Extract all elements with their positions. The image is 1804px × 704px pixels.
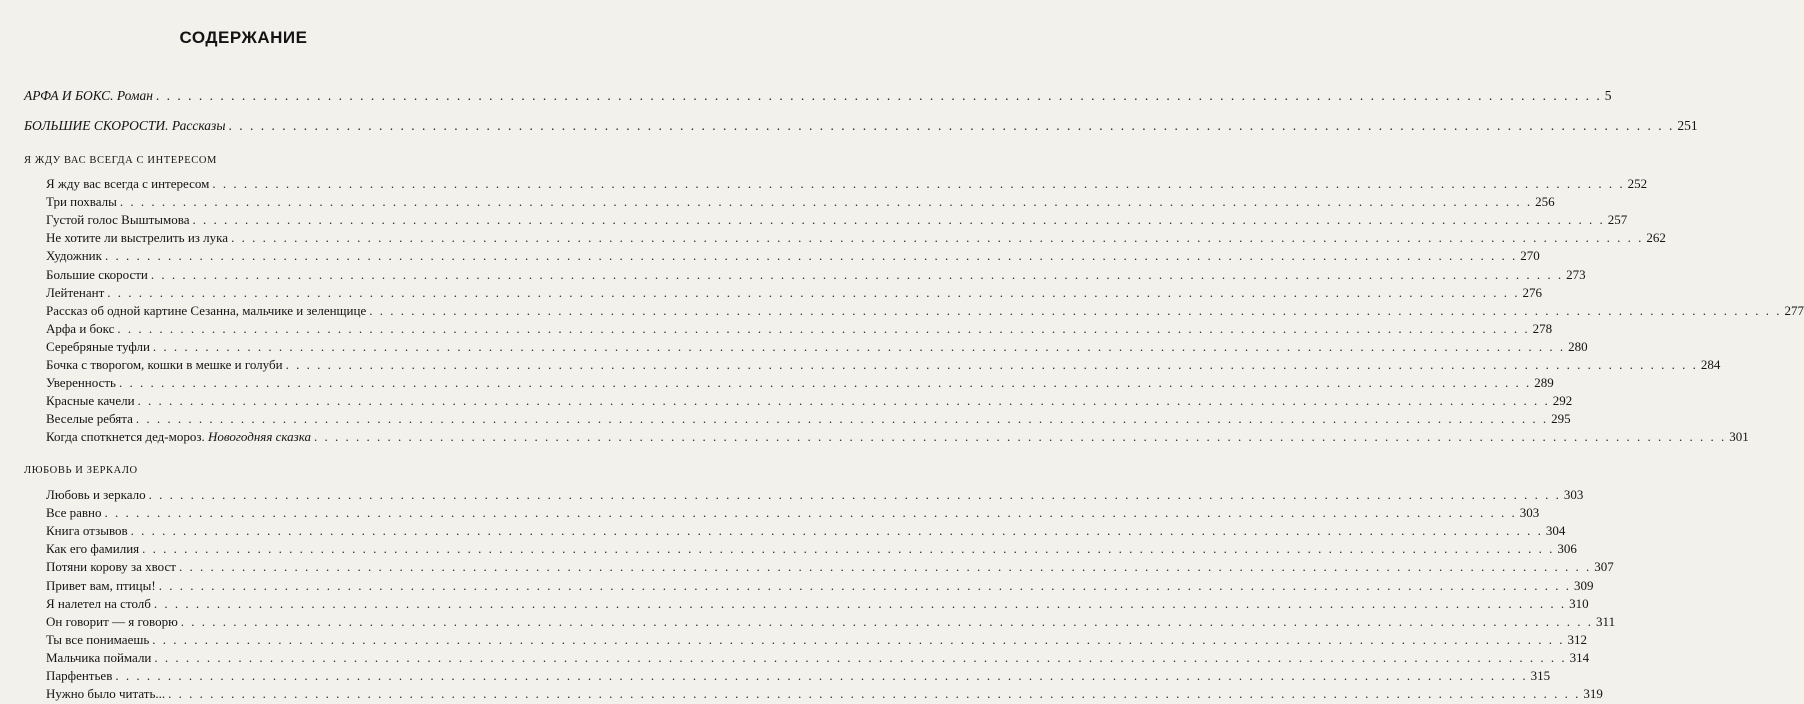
entry-label <box>46 632 149 648</box>
entry-label <box>46 487 146 503</box>
leader-dots <box>153 339 1565 355</box>
entry-title: Привет вам, птицы! <box>46 578 156 593</box>
leader-dots <box>181 614 1593 630</box>
toc-entry <box>46 212 466 230</box>
leader-dots <box>168 686 1580 702</box>
toc-entry <box>46 303 466 321</box>
page-number: 303 <box>1520 505 1540 521</box>
page-number: 280 <box>1568 339 1588 355</box>
leader-dots <box>138 393 1550 409</box>
section-heading: Я ЖДУ ВАС ВСЕГДА С ИНТЕРЕСОМ <box>24 155 217 166</box>
toc-entry <box>46 614 466 632</box>
page-number: 306 <box>1557 541 1577 557</box>
leader-dots <box>314 429 1726 445</box>
page-number: 307 <box>1594 559 1614 575</box>
entry-title: Веселые ребята <box>46 411 133 426</box>
entry-label <box>46 411 133 427</box>
toc-entry <box>46 650 466 668</box>
leader-dots <box>136 411 1548 427</box>
toc-entry <box>46 176 466 194</box>
toc-entry <box>46 632 466 650</box>
entry-label <box>46 321 114 337</box>
entry-title: Любовь и зеркало <box>46 487 146 502</box>
page-number: 312 <box>1568 632 1588 648</box>
entry-label <box>46 230 228 246</box>
entry-title: Рассказ об одной картине Сезанна, мальчике и зеленщице <box>46 303 366 318</box>
page-number: 257 <box>1608 212 1628 228</box>
toc-entry <box>46 393 466 411</box>
entry-label <box>46 176 209 192</box>
page-number: 304 <box>1546 523 1566 539</box>
entry-label <box>46 429 311 445</box>
leader-dots <box>105 505 1517 521</box>
leader-dots <box>231 230 1643 246</box>
entry-label <box>46 578 156 594</box>
page-number: 310 <box>1569 596 1589 612</box>
leader-dots <box>369 303 1781 319</box>
page-number: 262 <box>1646 230 1666 246</box>
page-number: 270 <box>1520 248 1540 264</box>
entry-title: Мальчика поймали <box>46 650 151 665</box>
leader-dots <box>212 176 1624 192</box>
page-number: 309 <box>1574 578 1594 594</box>
toc-entry <box>46 487 466 505</box>
leader-dots <box>152 632 1564 648</box>
toc-entry <box>46 321 466 339</box>
entry-title: Как его фамилия <box>46 541 139 556</box>
toc-entry <box>46 429 466 447</box>
leader-dots <box>228 118 1674 134</box>
entry-title: БОЛЬШИЕ СКОРОСТИ. <box>24 118 168 133</box>
toc-entry <box>24 88 466 106</box>
toc-entry <box>46 523 466 541</box>
entry-title: Парфентьев <box>46 668 112 683</box>
leader-dots <box>107 285 1519 301</box>
leader-dots <box>119 375 1531 391</box>
toc-entry <box>24 118 466 136</box>
entry-label <box>46 596 151 612</box>
entry-label <box>46 194 117 210</box>
entry-title: Уверенность <box>46 375 116 390</box>
toc-entry <box>46 686 466 704</box>
leader-dots <box>149 487 1561 503</box>
toc-entry <box>46 285 466 303</box>
page-number: 289 <box>1534 375 1554 391</box>
toc-entry <box>46 248 466 266</box>
entry-title: Лейтенант <box>46 285 104 300</box>
entry-title: Красные качели <box>46 393 135 408</box>
page-number: 273 <box>1566 267 1586 283</box>
entry-title: Я налетел на столб <box>46 596 151 611</box>
toc-entry <box>46 267 466 285</box>
page-title: СОДЕРЖАНИЕ <box>0 28 487 48</box>
entry-label <box>46 375 116 391</box>
entry-title: Серебряные туфли <box>46 339 150 354</box>
entry-label <box>46 650 151 666</box>
entry-label <box>46 523 128 539</box>
toc-entry <box>46 230 466 248</box>
entry-label <box>46 285 104 301</box>
entry-label <box>24 88 153 104</box>
toc-entry <box>46 559 466 577</box>
toc-entry <box>46 411 466 429</box>
page-number: 295 <box>1551 411 1571 427</box>
entry-label <box>46 212 189 228</box>
leader-dots <box>131 523 1543 539</box>
leader-dots <box>154 596 1566 612</box>
toc-entry <box>46 668 466 686</box>
entry-title: АРФА И БОКС. <box>24 88 113 103</box>
entry-label <box>24 118 225 134</box>
leader-dots <box>117 321 1529 337</box>
toc-entry <box>46 541 466 559</box>
entry-subtitle: Рассказы <box>168 118 225 133</box>
entry-subtitle: Новогодняя сказка <box>205 429 311 444</box>
page-number: 315 <box>1531 668 1551 684</box>
entry-label <box>46 559 176 575</box>
page-number: 319 <box>1583 686 1603 702</box>
page-number: 292 <box>1553 393 1573 409</box>
entry-title: Три похвалы <box>46 194 117 209</box>
entry-title: Когда споткнется дед-мороз. <box>46 429 205 444</box>
entry-title: Нужно было читать... <box>46 686 165 701</box>
toc-entry <box>46 194 466 212</box>
entry-title: Густой голос Выштымова <box>46 212 189 227</box>
entry-title: Потяни корову за хвост <box>46 559 176 574</box>
entry-label <box>46 505 102 521</box>
leader-dots <box>142 541 1554 557</box>
page-number: 277 <box>1785 303 1804 319</box>
leader-dots <box>105 248 1517 264</box>
page-number: 301 <box>1729 429 1749 445</box>
entry-title: Бочка с творогом, кошки в мешке и голуби <box>46 357 283 372</box>
section-heading: ЛЮБОВЬ И ЗЕРКАЛО <box>24 465 138 476</box>
leader-dots <box>192 212 1604 228</box>
entry-title: Художник <box>46 248 102 263</box>
leader-dots <box>156 88 1602 104</box>
entry-title: Ты все понимаешь <box>46 632 149 647</box>
page-number: 278 <box>1533 321 1553 337</box>
leader-dots <box>154 650 1566 666</box>
toc-entry <box>46 596 466 614</box>
page-number: 5 <box>1605 88 1612 104</box>
entry-label <box>46 267 148 283</box>
entry-label <box>46 614 178 630</box>
page-number: 256 <box>1535 194 1555 210</box>
leader-dots <box>286 357 1698 373</box>
page-number: 252 <box>1628 176 1648 192</box>
toc-entry <box>46 339 466 357</box>
entry-title: Он говорит — я говорю <box>46 614 178 629</box>
entry-label <box>46 668 112 684</box>
entry-label <box>46 339 150 355</box>
leader-dots <box>179 559 1591 575</box>
entry-label <box>46 393 135 409</box>
toc-entry <box>46 505 466 523</box>
entry-label <box>46 248 102 264</box>
page-number: 284 <box>1701 357 1721 373</box>
entry-title: Арфа и бокс <box>46 321 114 336</box>
entry-title: Большие скорости <box>46 267 148 282</box>
leader-dots <box>120 194 1532 210</box>
page-number: 251 <box>1677 118 1697 134</box>
toc-entry <box>46 578 466 596</box>
entry-title: Не хотите ли выстрелить из лука <box>46 230 228 245</box>
entry-label <box>46 686 165 702</box>
toc-entry <box>46 375 466 393</box>
leader-dots <box>151 267 1563 283</box>
leader-dots <box>115 668 1527 684</box>
toc-page <box>0 0 487 700</box>
page-number: 314 <box>1570 650 1590 666</box>
entry-label <box>46 303 366 319</box>
entry-title: Я жду вас всегда с интересом <box>46 176 209 191</box>
entry-label <box>46 357 283 373</box>
entry-title: Книга отзывов <box>46 523 128 538</box>
toc-entry <box>46 357 466 375</box>
entry-subtitle: Роман <box>113 88 152 103</box>
entry-label <box>46 541 139 557</box>
page-number: 311 <box>1596 614 1615 630</box>
leader-dots <box>159 578 1571 594</box>
page-number: 276 <box>1523 285 1543 301</box>
page-number: 303 <box>1564 487 1584 503</box>
entry-title: Все равно <box>46 505 102 520</box>
